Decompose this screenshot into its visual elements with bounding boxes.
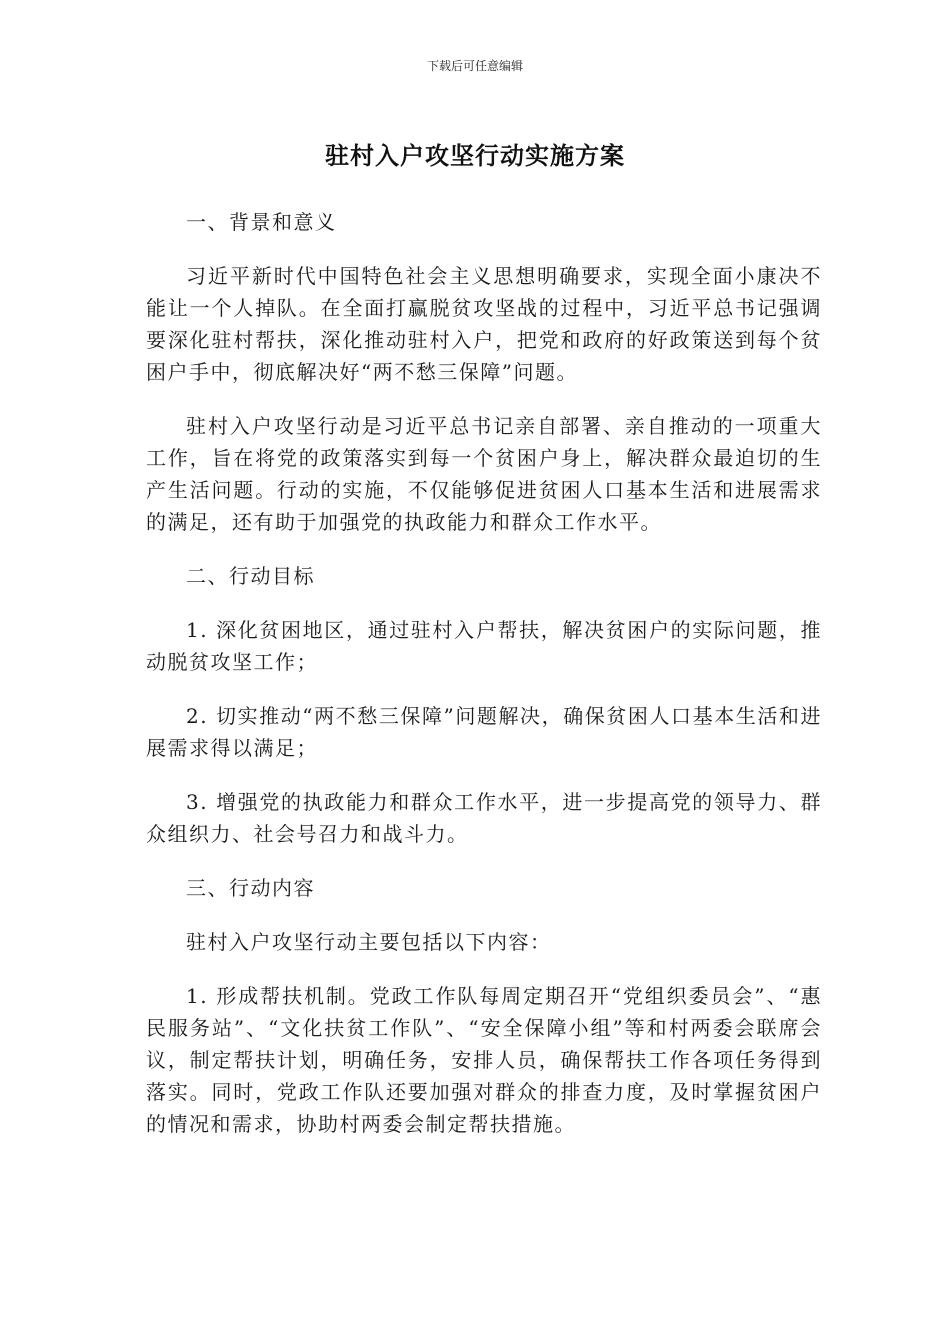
content-item: 1. 形成帮扶机制。党政工作队每周定期召开“党组织委员会”、“惠民服务站”、“文化扶贫工作队”、“安全保障小组”等和村两委会联席会议，制定帮扶计划，明确任务，安排人员，确保帮扶工作各项任务得到落实。同时，党政工作队还要加强对群众的排查力度，及时掌握贫困户的情况和需求，协助村两委会制定帮扶措施。 — [146, 984, 822, 1136]
paragraph: 驻村入户攻坚行动是习近平总书记亲自部署、亲自推动的一项重大工作，旨在将党的政策落实到每一个贫困户身上，解决群众最迫切的生产生活问题。行动的实施，不仅能够促进贫困人口基本生活和进展需求的满足，还有助于加强党的执政能力和群众工作水平。 — [146, 414, 822, 534]
download-note: 下载后可任意编辑 — [426, 59, 523, 73]
document-title: 驻村入户攻坚行动实施方案 — [325, 142, 625, 170]
paragraph: 习近平新时代中国特色社会主义思想明确要求，实现全面小康决不能让一个人掉队。在全面打赢脱贫攻坚战的过程中，习近平总书记强调要深化驻村帮扶，深化推动驻村入户，把党和政府的好政策送到每个贫困户手中，彻底解决好“两不愁三保障”问题。 — [146, 264, 822, 384]
paragraph: 驻村入户攻坚行动主要包括以下内容： — [186, 930, 552, 954]
goal-item: 3. 增强党的执政能力和群众工作水平，进一步提高党的领导力、群众组织力、社会号召力和战斗力。 — [146, 790, 822, 846]
goal-item: 2. 切实推动“两不愁三保障”问题解决，确保贫困人口基本生活和进展需求得以满足； — [146, 704, 822, 760]
goal-item: 1. 深化贫困地区，通过驻村入户帮扶，解决贫困户的实际问题，推动脱贫攻坚工作； — [146, 618, 822, 674]
document-body — [146, 206, 822, 1162]
section-heading-content: 三、行动内容 — [186, 876, 315, 900]
section-heading-goals: 二、行动目标 — [186, 564, 315, 588]
section-heading-background: 一、背景和意义 — [186, 210, 337, 234]
